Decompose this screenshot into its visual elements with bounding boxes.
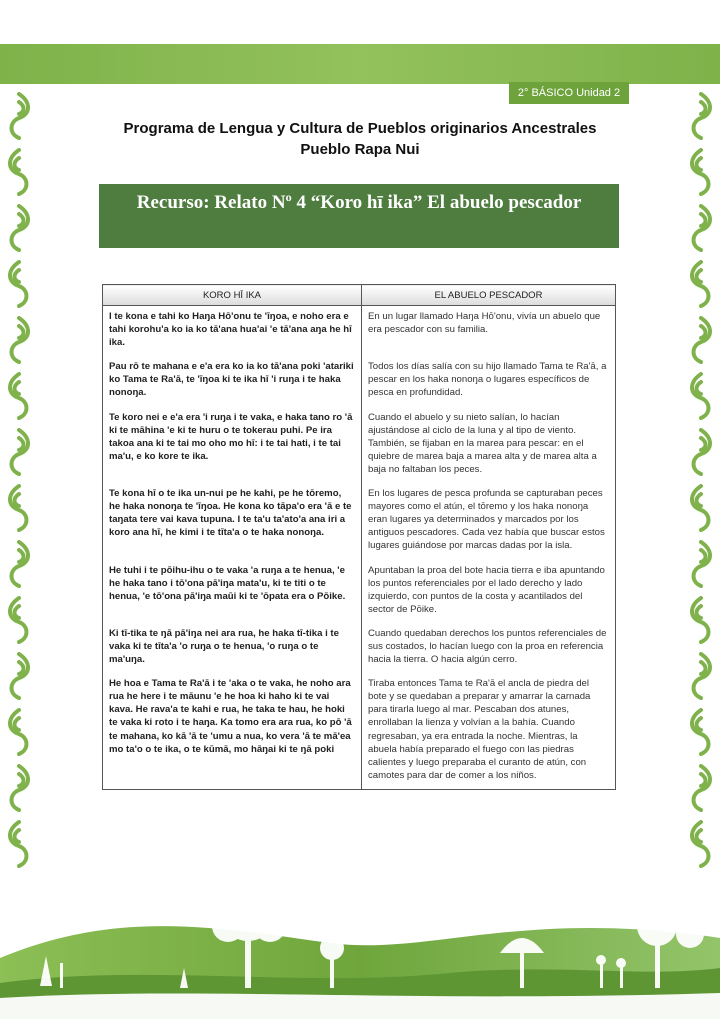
border-ornament [5, 764, 33, 812]
border-ornament [687, 820, 715, 868]
border-ornament [687, 316, 715, 364]
border-ornament [5, 204, 33, 252]
table-row [103, 356, 616, 406]
column-header-spanish: EL ABUELO PESCADOR [362, 285, 616, 306]
spanish-text: Cuando quedaban derechos los puntos referenciales de sus costados, lo hacían luego con la proa en referencia hacia la tierra. O hacia algún cerro. [362, 623, 616, 673]
program-title-line2: Pueblo Rapa Nui [300, 141, 420, 158]
border-ornament [687, 708, 715, 756]
resource-banner: Recurso: Relato Nº 4 “Koro hī ika” El abuelo pescador [99, 184, 619, 248]
border-ornament [687, 148, 715, 196]
left-decorative-border [4, 92, 34, 872]
right-decorative-border [686, 92, 716, 872]
border-ornament [5, 372, 33, 420]
table-row [103, 623, 616, 673]
border-ornament [5, 428, 33, 476]
rapa-nui-text: Te koro nei e e'a era 'i ruŋa i te vaka, e haka tano ro 'ā ki te māhina 'e ki te huru o te tokerau puhi. Pe ira takoa ana ki te tai mo oho mo hī: i te tai hati, i te tai ma'u, e ko kore te ika. [103, 407, 362, 483]
program-title [60, 118, 660, 160]
table-row [103, 483, 616, 559]
rapa-nui-text: Ki tī-tika te ŋā pā'iŋa nei ara rua, he haka tī-tika i te vaka ki te tīta'a 'o ruŋa o te henua, 'o ruŋa o te ma'uŋa. [103, 623, 362, 673]
top-green-band [0, 44, 720, 84]
table-row [103, 673, 616, 789]
border-ornament [687, 92, 715, 140]
border-ornament [687, 204, 715, 252]
border-ornament [687, 652, 715, 700]
program-title-line1: Programa de Lengua y Cultura de Pueblos originarios Ancestrales [123, 120, 597, 137]
rapa-nui-text: He hoa e Tama te Ra'ā i te 'aka o te vaka, he noho ara rua he here i te māunu 'e he hoa ki haho ki te vai kava. He rava'a te kahi e rua, he taka te hau, he hoki te vaka ki roto i te haŋa. Ka tomo era ara rua, ko pō 'ā te mahana, ko kā 'ā te 'umu a nua, ko vera 'ā te mā'ea mo ta'o o te ika, o te kūmā, mo hāŋai ki te ŋā poki [103, 673, 362, 789]
spanish-text: Cuando el abuelo y su nieto salían, lo hacían ajustándose al ciclo de la luna y al tipo de viento. También, se fijaban en la marea para pescar: en el quiebre de marea baja a marea alta y de marea alta a baja no faltaban los peces. [362, 407, 616, 483]
table-row [103, 407, 616, 483]
border-ornament [5, 652, 33, 700]
rapa-nui-text: I te kona e tahi ko Haŋa Hō'onu te 'īŋoa, e noho era e tahi korohu'a ko ia ko tā'ana hua'ai 'e tā'ana aŋa he hī ika. [103, 306, 362, 357]
spanish-text: Tiraba entonces Tama te Ra'ā el ancla de piedra del bote y se quedaban a preparar y amarrar la carnada para tirarla luego al mar. Pescaban dos atunes, enrollaban la lienza y volvían a la bahía. Cuando regresaban, ya era entrada la noche. Mientras, la abuela había preparado el fuego con las piedras calientes y luego preparaba el curanto de atún, con camotes para dar de comer a los niños. [362, 673, 616, 789]
border-ornament [5, 92, 33, 140]
border-ornament [5, 540, 33, 588]
spanish-text: En los lugares de pesca profunda se capturaban peces mayores como el atún, el tōremo y los haka nonoŋa eran lugares ya determinados y marcados por los antiguos pescadores. Cada vez había que buscar estos lugares guiándose por marcas dadas por la isla. [362, 483, 616, 559]
border-ornament [687, 260, 715, 308]
table-header-row [103, 285, 616, 306]
column-header-rapa-nui: KORO HĪ IKA [103, 285, 362, 306]
border-ornament [5, 316, 33, 364]
border-ornament [5, 708, 33, 756]
border-ornament [5, 260, 33, 308]
border-ornament [687, 764, 715, 812]
grade-badge: 2° BÁSICO Unidad 2 [509, 82, 629, 104]
rapa-nui-text: He tuhi i te pōihu-ihu o te vaka 'a ruŋa a te henua, 'e he haka tano i tō'ona pā'iŋa mata'u, ki te titi o te henua, 'e tō'ona pā'iŋa maūi ki te 'ōpata era o Pōike. [103, 560, 362, 623]
spanish-text: Apuntaban la proa del bote hacia tierra e iba apuntando los puntos referenciales por el lado derecho y lado izquierdo, con puntos de la costa y acantilados del sector de Pōike. [362, 560, 616, 623]
rapa-nui-text: Te kona hī o te ika un-nui pe he kahi, pe he tōremo, he haka nonoŋa te 'īŋoa. He kona ko tāpa'o era 'ā e te taŋata tere vai kava tupuna. I te ta'u ta'ato'a ana iri a koro ana hī, he kimi i te tīta'a o te haka nonoŋa. [103, 483, 362, 559]
table-row [103, 560, 616, 623]
border-ornament [687, 596, 715, 644]
rapa-nui-text: Pau rō te mahana e e'a era ko ia ko tā'ana poki 'atariki ko Tama te Ra'ā, te 'īŋoa ki te ika hī 'i ruŋa i te haka nonoŋa. [103, 356, 362, 406]
border-ornament [5, 148, 33, 196]
border-ornament [687, 484, 715, 532]
story-table [102, 284, 616, 790]
border-ornament [5, 596, 33, 644]
footer-landscape-illustration [0, 868, 720, 1019]
border-ornament [5, 820, 33, 868]
border-ornament [5, 484, 33, 532]
border-ornament [687, 428, 715, 476]
border-ornament [687, 372, 715, 420]
border-ornament [687, 540, 715, 588]
spanish-text: En un lugar llamado Haŋa Hō'onu, vivía un abuelo que era pescador con su familia. [362, 306, 616, 357]
spanish-text: Todos los días salía con su hijo llamado Tama te Ra'ā, a pescar en los haka nonoŋa o lugares específicos de pesca en profundidad. [362, 356, 616, 406]
table-row [103, 306, 616, 357]
